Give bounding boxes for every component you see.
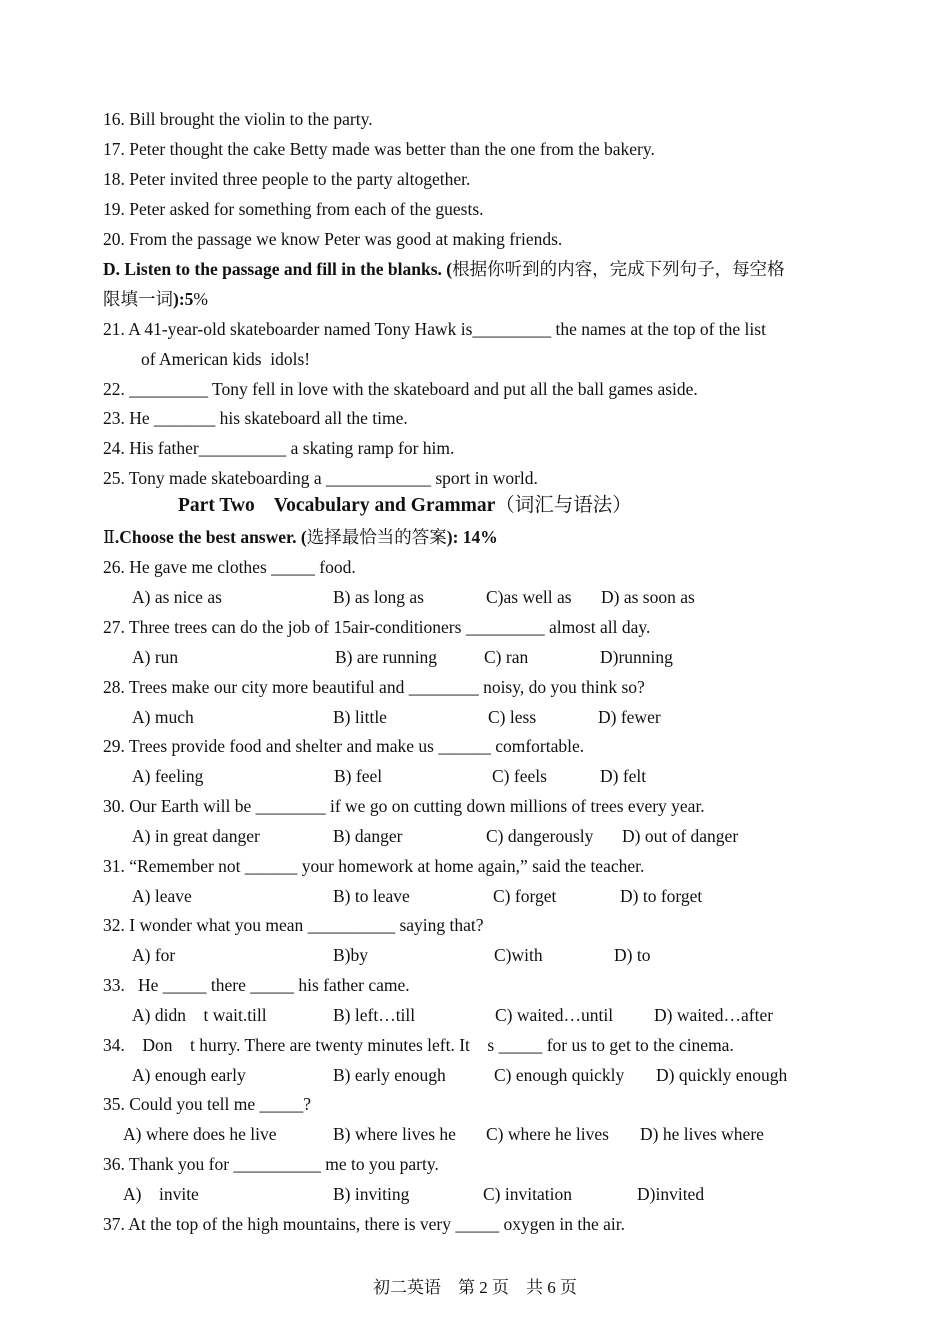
question-35-option-b: B) where lives he xyxy=(333,1124,456,1144)
question-21: 21. A 41-year-old skateboarder named Tony Hawk is_________ the names at the top of the list xyxy=(103,319,766,339)
question-33-option-a: A) didn t wait.till xyxy=(132,1005,267,1025)
section-ii-heading-cn: 选择最恰当的答案 xyxy=(306,527,447,547)
question-34-option-c: C) enough quickly xyxy=(494,1065,625,1085)
question-36-option-c: C) invitation xyxy=(483,1184,572,1204)
question-32-option-b: B)by xyxy=(333,945,368,965)
question-31-option-b: B) to leave xyxy=(333,886,410,906)
question-36-option-d: D)invited xyxy=(637,1184,705,1204)
question-25: 25. Tony made skateboarding a ____________ sport in world. xyxy=(103,468,538,488)
part-two-title-en: Part Two Vocabulary and Grammar xyxy=(178,495,496,516)
question-34: 34. Don t hurry. There are twenty minutes left. It s _____ for us to get to the cinema. xyxy=(103,1035,734,1055)
question-32: 32. I wonder what you mean __________ saying that? xyxy=(103,915,484,935)
question-24: 24. His father__________ a skating ramp for him. xyxy=(103,438,455,458)
question-30-option-c: C) dangerously xyxy=(486,826,594,846)
question-22: 22. _________ Tony fell in love with the skateboard and put all the ball games aside. xyxy=(103,379,698,399)
question-36-option-a: A) invite xyxy=(123,1184,199,1204)
question-31-option-c: C) forget xyxy=(493,886,557,906)
section-d-heading-en: D. Listen to the passage and fill in the blanks. ( xyxy=(103,259,453,279)
question-27-option-a: A) run xyxy=(132,647,179,667)
section-ii-heading-score: ): 14% xyxy=(446,527,498,547)
question-29: 29. Trees provide food and shelter and make us ______ comfortable. xyxy=(103,736,585,756)
question-35-option-c: C) where he lives xyxy=(486,1124,609,1144)
question-16: 16. Bill brought the violin to the party. xyxy=(103,109,373,129)
section-ii-heading-en: .Choose the best answer. ( xyxy=(114,527,307,547)
section-d-heading-cn-2: 限填一词 xyxy=(103,289,173,309)
question-30-option-a: A) in great danger xyxy=(132,826,260,846)
question-26-option-c: C)as well as xyxy=(486,587,572,607)
question-34-option-b: B) early enough xyxy=(333,1065,446,1085)
question-27-option-b: B) are running xyxy=(335,647,438,667)
question-31: 31. “Remember not ______ your homework at home again,” said the teacher. xyxy=(103,856,645,876)
question-21-cont: of American kids idols! xyxy=(141,349,311,369)
question-28-option-c: C) less xyxy=(488,707,537,727)
question-34-option-d: D) quickly enough xyxy=(656,1065,788,1085)
question-26: 26. He gave me clothes _____ food. xyxy=(103,557,356,577)
part-two-title-cn: （词汇与语法） xyxy=(495,495,632,516)
question-20: 20. From the passage we know Peter was good at making friends. xyxy=(103,229,563,249)
question-34-option-a: A) enough early xyxy=(132,1065,246,1085)
question-29-option-d: D) felt xyxy=(600,766,647,786)
question-32-option-c: C)with xyxy=(494,945,543,965)
question-23: 23. He _______ his skateboard all the time. xyxy=(103,408,408,428)
question-27-option-d: D)running xyxy=(600,647,673,667)
section-d-heading-line2 xyxy=(103,288,208,310)
question-17: 17. Peter thought the cake Betty made was better than the one from the bakery. xyxy=(103,139,655,159)
question-30: 30. Our Earth will be ________ if we go on cutting down millions of trees every year. xyxy=(103,796,705,816)
part-two-title xyxy=(178,494,632,518)
question-28: 28. Trees make our city more beautiful and ________ noisy, do you think so? xyxy=(103,677,645,697)
question-26-option-d: D) as soon as xyxy=(601,587,695,607)
question-19: 19. Peter asked for something from each of the guests. xyxy=(103,199,484,219)
question-31-option-a: A) leave xyxy=(132,886,192,906)
question-18: 18. Peter invited three people to the party altogether. xyxy=(103,169,471,189)
question-27: 27. Three trees can do the job of 15air-conditioners _________ almost all day. xyxy=(103,617,651,637)
question-33: 33. He _____ there _____ his father came. xyxy=(103,975,410,995)
question-33-option-b: B) left…till xyxy=(333,1005,416,1025)
section-d-heading-pct: % xyxy=(193,289,208,309)
section-ii-heading xyxy=(103,526,498,548)
question-26-option-a: A) as nice as xyxy=(132,587,222,607)
question-36-option-b: B) inviting xyxy=(333,1184,410,1204)
question-37: 37. At the top of the high mountains, there is very _____ oxygen in the air. xyxy=(103,1214,626,1234)
question-26-option-b: B) as long as xyxy=(333,587,424,607)
question-31-option-d: D) to forget xyxy=(620,886,703,906)
question-36: 36. Thank you for __________ me to you party. xyxy=(103,1154,439,1174)
question-30-option-d: D) out of danger xyxy=(622,826,739,846)
question-30-option-b: B) danger xyxy=(333,826,403,846)
section-d-heading-cn: 根据你听到的内容，完成下列句子，每空格 xyxy=(452,259,785,279)
question-33-option-d: D) waited…after xyxy=(654,1005,774,1025)
question-32-option-d: D) to xyxy=(614,945,651,965)
question-32-option-a: A) for xyxy=(132,945,176,965)
question-29-option-c: C) feels xyxy=(492,766,547,786)
page-footer: 初二英语 第 2 页 共 6 页 xyxy=(373,1278,577,1297)
question-29-option-a: A) feeling xyxy=(132,766,204,786)
section-d-heading-score: ):5 xyxy=(173,289,194,309)
question-28-option-d: D) fewer xyxy=(598,707,661,727)
section-d-heading xyxy=(103,258,785,280)
question-35-option-d: D) he lives where xyxy=(640,1124,764,1144)
question-35-option-a: A) where does he live xyxy=(123,1124,277,1144)
question-27-option-c: C) ran xyxy=(484,647,529,667)
question-28-option-a: A) much xyxy=(132,707,194,727)
question-33-option-c: C) waited…until xyxy=(495,1005,614,1025)
question-29-option-b: B) feel xyxy=(334,766,383,786)
question-28-option-b: B) little xyxy=(333,707,387,727)
question-35: 35. Could you tell me _____? xyxy=(103,1094,312,1114)
section-ii-numeral: Ⅱ xyxy=(103,527,115,547)
